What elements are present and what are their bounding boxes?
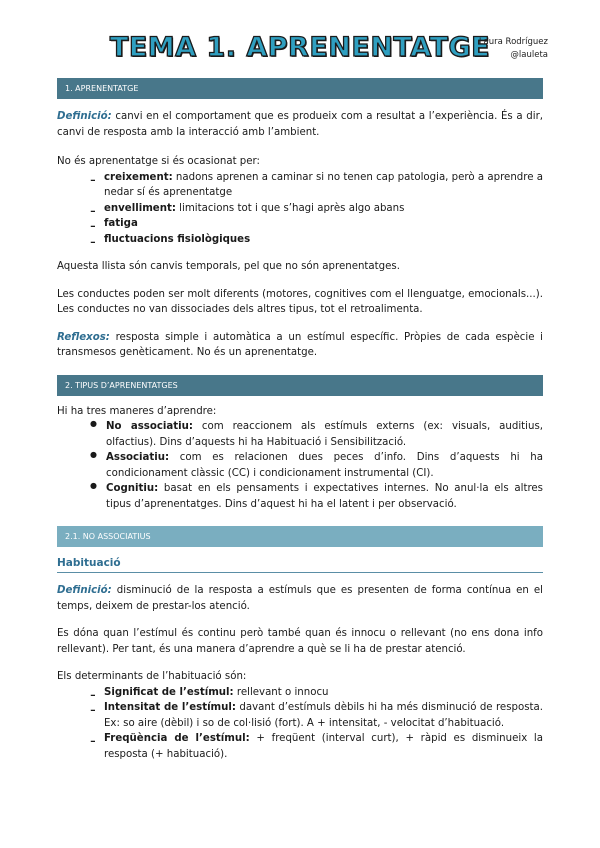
list-item: ● No associatiu: com reaccionem als estímuls externs (ex: visuals, auditius, olfactius). Dins d’aquests hi ha Habituació i Sensibilització. — [90, 419, 543, 448]
list-item: - Freqüència de l’estímul: + freqüent (interval curt), + ràpid es disminueix la resposta (+ habituació). — [90, 731, 543, 760]
types-list — [57, 419, 543, 512]
author-handle: @lauleta — [510, 50, 548, 60]
list-item: - envelliment: limitacions tot i que s’hagi après algo abans — [90, 200, 405, 220]
section-heading-2-1: 2.1. NO ASSOCIATIUS — [57, 526, 543, 547]
definition-paragraph — [57, 109, 543, 140]
section-heading-1: 1. APRENENTATGE — [57, 78, 543, 99]
not-learning-intro: No és aprenentatge si és ocasionat per: — [57, 156, 260, 167]
types-intro: Hi ha tres maneres d’aprendre: — [57, 405, 217, 417]
reflex-paragraph: Reflexos: resposta simple i automàtica a un estímul específic. Pròpies de cada espècie i transmesos genèticament. No és un aprenentatge. — [57, 331, 543, 358]
habituation-paragraph: Es dóna quan l’estímul és continu però també quan és innocu o rellevant (no ens dona info rellevant). Per tant, és una manera d’aprendre a què se li ha de prestar atenció. — [57, 628, 543, 655]
determinants-intro: Els determinants de l’habituació són: — [57, 671, 247, 682]
document-body — [57, 78, 543, 762]
reflex-label: Reflexos: — [57, 331, 110, 343]
conducts-paragraph: Les conductes poden ser molt diferents (motores, cognitives com el llenguatge, emocionals...). Les conductes no van dissociades dels altres tipus, tot el retroalimenta. — [57, 288, 543, 315]
list-item: - fluctuacions fisiològiques — [90, 231, 251, 251]
author-block — [479, 36, 548, 62]
definition-label: Definició: — [57, 111, 112, 122]
definition-label: Definició: — [57, 585, 112, 596]
section-heading-2: 2. TIPUS D’APRENENTATGES — [57, 375, 543, 396]
document-title: TEMA 1. APRENENTATGE — [109, 32, 491, 63]
list-item: - Significat de l’estímul: rellevant o innocu — [90, 684, 329, 704]
definition-text: canvi en el comportament que es produeix com a resultat a l’experiència. És a dir, canvi de resposta amb la interacció amb l’ambient. — [57, 111, 543, 138]
list-item: ● Associatiu: com es relacionen dues peces d’info. Dins d’aquests hi ha condicionament clàssic (CC) i condicionament instrumental (CI). — [90, 450, 543, 479]
list-item: - fatiga — [90, 216, 138, 235]
determinants-list — [57, 685, 543, 763]
list-item: ● Cognitiu: basat en els pensaments i expectatives internes. No anul·la els altres tipus d’aprenentatges. Dins d’aquest hi ha el latent i per observació. — [90, 481, 543, 510]
habituation-definition: Definició: disminució de la resposta a estímuls que es presenten de forma contínua en el temps, deixem de prestar-los atenció. — [57, 585, 543, 612]
temporal-note: Aquesta llista són canvis temporals, pel que no són aprenentatges. — [57, 261, 400, 272]
subheading-habituacio: Habituació — [57, 557, 543, 573]
list-item: - Intensitat de l’estímul: davant d’estímuls dèbils hi ha més disminució de resposta. Ex: so aire (dèbil) i so de col·lisió (fort). A + intensitat, - velocitat d’habituació. — [90, 700, 543, 729]
not-learning-list — [57, 169, 543, 251]
author-name: Laura Rodríguez — [478, 37, 548, 47]
list-item: - creixement: nadons aprenen a caminar si no tenen cap patologia, però a aprendre a nedar sí és aprenentatge — [90, 169, 543, 198]
